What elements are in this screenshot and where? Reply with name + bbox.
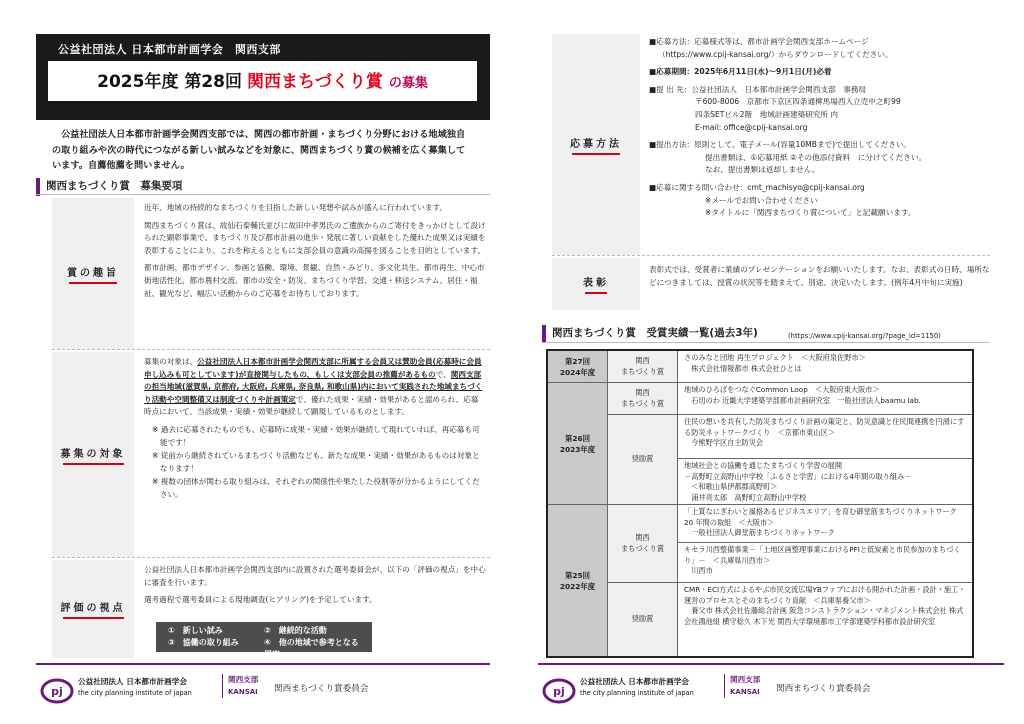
criterion-3: ③ 協働の取り組み xyxy=(168,638,239,647)
criteria-content xyxy=(144,564,486,612)
apply-dest-1: ■提 出 先：公益社団法人 日本都市計画学会関西支部 事務局 xyxy=(649,84,867,94)
criteria-label: 評価の視点 xyxy=(61,599,126,619)
cpij-logo-icon xyxy=(40,674,74,708)
apply-submit-1: ■提出方法：原則として、電子メール(容量10MBまで)で提出してください。 xyxy=(649,140,912,150)
history-url: (https://www.cpij-kansai.org/?page_id=1150) xyxy=(788,332,941,340)
award-type-26-main: 関西 まちづくり賞 xyxy=(608,383,678,415)
award-label: 表彰 xyxy=(583,274,609,294)
right-page xyxy=(512,0,1024,724)
criteria-box xyxy=(156,622,372,659)
criterion-2: ② 継続的な活動 xyxy=(264,626,327,635)
winner-26-enc-2-org: 浦井亮太郎 高野町立高野山中学校 xyxy=(684,492,807,502)
winner-25-enc-org: 養父市 株式会社佐藤総合計画 阪急コンストラクション・マネジメント株式会社 株式会社鴻池組 横守稔久 木下光 関西大学環境都市工学部建築学科都市設計研究室 xyxy=(684,606,964,626)
winner-27 xyxy=(678,351,972,383)
purpose-label-cell xyxy=(52,198,134,349)
footer-org: 公益社団法人 日本都市計画学会 xyxy=(580,677,689,686)
footer-org-en: the city planning institute of japan xyxy=(580,689,694,697)
award-content xyxy=(649,264,991,292)
title-year: 2025年度 第28回 xyxy=(97,72,243,92)
target-label: 募集の対象 xyxy=(61,445,126,465)
criteria-row xyxy=(52,560,490,658)
title-award: 関西まちづくり賞 xyxy=(247,72,383,92)
winner-25-main-1 xyxy=(678,505,972,543)
winner-25-main-1-org: 一般社団法人御堂筋まちづくりネットワーク xyxy=(684,528,835,538)
section-title-guidelines: 関西まちづくり賞 募集要項 xyxy=(36,178,490,196)
criteria-p1: 公益社団法人日本都市計画学会関西支部内に設置された選考委員会が、以下の「評価の視点」を中心に審査を行います。 xyxy=(144,565,486,587)
footer-org: 公益社団法人 日本都市計画学会 xyxy=(78,677,187,686)
target-a1: 募集の対象は、 xyxy=(144,357,198,366)
footer-divider xyxy=(36,663,490,665)
apply-submit-2: 提出書類は、①応募用紙 ②その他添付資料 に分けてください。 xyxy=(705,152,927,162)
footer-logo-divider xyxy=(222,674,223,698)
winner-26-enc-2-title: 地域社会との協働を通じたまちづくり学習の展開 xyxy=(684,461,843,470)
footer-branch: 関西支部 xyxy=(730,675,761,684)
section-divider xyxy=(36,194,490,195)
purpose-content xyxy=(144,202,486,305)
target-u1: 公益社団法人日本都市計画学会関西支部に所属する会員又は賛助会員(応募時に会員申し込みも可としています)が直接関与したもの、もしくは支部会員の推薦があるもの xyxy=(144,357,482,379)
svg-text:pj: pj xyxy=(51,685,63,698)
footer-committee: 関西まちづくり賞委員会 xyxy=(274,684,369,694)
history-title: 関西まちづくり賞 受賞実績一覧(過去3年) xyxy=(542,325,772,343)
apply-inquiry-2: ※メールでお問い合わせください xyxy=(705,195,818,205)
target-a2: で、 xyxy=(435,369,451,379)
purpose-p3: 都市計画、都市デザイン、参画と協働、環境、景観、自然・みどり、多文化共生、都市再生、中心市街地活性化、都市農村交流、都市の安全・防災、まちづくり学習、交通・移送システム、居住・福祉、観光など、幅広い活動からのご応募をお待ちしております。 xyxy=(144,263,485,298)
target-row xyxy=(52,352,490,558)
footer-logo-divider xyxy=(724,674,725,698)
winner-26-enc-2-sub: －高野町立高野山中学校「ふるさと学習」における4年間の取り組み－ xyxy=(684,471,912,481)
purpose-row xyxy=(52,198,490,350)
year-27: 第27回 2024年度 xyxy=(548,351,608,383)
winner-26-main xyxy=(678,383,972,415)
title-header xyxy=(36,34,490,120)
target-label-cell xyxy=(52,352,134,557)
award-type-27-main: 関西 まちづくり賞 xyxy=(608,351,678,383)
apply-period: ■応募期間：2025年6月11日(水)～9月1日(月)必着 xyxy=(649,67,832,77)
purpose-p1: 近年、地域の持続的なまちづくりを目指した新しい発想や試みが盛んに行われています。 xyxy=(144,203,448,212)
org-name: 公益社団法人 日本都市計画学会 関西支部 xyxy=(58,43,281,56)
year-25: 第25回 2022年度 xyxy=(548,505,608,656)
winner-26-main-org: 石切のわ 近畿大学建築学部都市計画研究室 一般社団法人baamu lab. xyxy=(684,395,921,405)
criteria-p2: 選考過程で選考委員による現地調査(ヒアリング)を予定しています。 xyxy=(144,595,377,605)
award-type-25-main: 関西 まちづくり賞 xyxy=(608,505,678,583)
winner-27-title: さのみなと団地 再生プロジェクト ＜大阪府泉佐野市＞ xyxy=(684,353,866,362)
footer-committee: 関西まちづくり賞委員会 xyxy=(776,684,871,694)
footer-branch: 関西支部 xyxy=(228,675,259,684)
winner-25-main-2-org: 川西市 xyxy=(684,566,713,576)
award-row xyxy=(552,258,990,310)
apply-method: ■応募方法：応募様式等は、都市計画学会関西支部ホームページ xyxy=(649,37,869,46)
purpose-p2: 関西まちづくり賞は、故仙石泰輔氏並びに故田中孝男氏のご遺族からのご寄付をきっかけとして設けられた顕彰事業で、まちづくり及び都市計画の進歩・発展に著しい貢献をした優れた成果又は実績を表彰することにより、これを称えるとともに支部会員の意識の高揚を図ることを目的としています。 xyxy=(144,220,486,255)
winner-25-main-2-title: キセラ川西整備事業－「土地区画整理事業におけるPFIと低炭素と市民参加のまちづくり」－ ＜兵庫県川西市＞ xyxy=(684,545,961,565)
criterion-4: ④ 他の地域で参考となる提案 xyxy=(264,638,359,659)
apply-inquiry-3: ※タイトルに「関西まちづくり賞について」と記載願います。 xyxy=(705,208,916,218)
winner-25-enc-title: CMR・ECI方式によるやぶ市民交流広場YBファブにおける開かれた計画・設計・施工・運営のプロセスとそのまちづくり貢献 ＜兵庫県養父市＞ xyxy=(684,585,966,605)
title-box xyxy=(48,61,477,101)
winner-26-enc-1-title: 住民の想いを共有した防災まちづくり計画の策定と、防災意識と住民間連携を円滑にする防災ネットワークづくり ＜京都市東山区＞ xyxy=(684,417,965,437)
target-note-3: ※ 複数の団体が関わる取り組みは、それぞれの関係性や果たした役割等が分かるようにしてください。 xyxy=(152,477,480,499)
winner-26-enc-2 xyxy=(678,459,972,505)
winner-26-enc-1 xyxy=(678,415,972,459)
target-a3: で、優れた成果・実績・効果があると認められ、応募時点において、当該成果・実績・効果が継続して顕現しているものとします。 xyxy=(144,394,479,417)
footer-org-en: the city planning institute of japan xyxy=(78,689,192,697)
target-content xyxy=(144,356,486,503)
history-divider xyxy=(542,342,990,343)
apply-inquiry-1: ■応募に関する問い合わせ：cmt_machisyo@cpij-kansai.org xyxy=(649,182,865,192)
criterion-1: ① 新しい試み xyxy=(168,626,223,635)
award-text: 表彰式では、受賞者に業績のプレゼンテーションをお願いいたします。なお、表彰式の日時、場所などにつきましては、授賞の状況等を踏まえて、別途、決定いたします。(例年4月中旬に実施) xyxy=(649,265,990,287)
winner-26-main-title: 地域のひろばをつなぐCommon Loop ＜大阪府東大阪市＞ xyxy=(684,385,880,394)
intro-text: 公益社団法人日本都市計画学会関西支部では、関西の都市計画・まちづくり分野における地域独自の取り組みや次の時代につながる新しい試みなどを対象に、関西まちづくり賞の候補を広く募集しています。自薦他薦を問いません。 xyxy=(52,129,466,171)
target-note-2: ※ 従前から継続されているまちづくり活動なども、新たな成果・実績・効果があるものは対象となります！ xyxy=(152,451,480,473)
apply-dest-email: E-mail: office@cpij-kansai.org xyxy=(695,122,808,132)
history-table xyxy=(546,349,974,658)
svg-text:pj: pj xyxy=(553,685,565,698)
footer-divider xyxy=(538,663,1004,665)
purpose-label: 賞の趣旨 xyxy=(67,264,119,284)
winner-26-enc-1-org: 今熊野学区自主防災会 xyxy=(684,438,764,448)
apply-submit-3: なお、提出書類は返却しません。 xyxy=(705,165,820,175)
cpij-logo-icon xyxy=(542,674,576,708)
award-label-cell xyxy=(552,258,640,310)
apply-row xyxy=(552,34,990,256)
target-note-1: ※ 過去に応募されたものでも、応募時に成果・実績・効果が継続して現れていれば、再応募も可能です！ xyxy=(152,424,480,447)
apply-label: 応募方法 xyxy=(570,135,622,155)
apply-method-url: （https://www.cpij-kansai.org/）からダウンロードしてください。 xyxy=(658,49,893,59)
target-paragraph xyxy=(144,356,486,419)
year-26: 第26回 2023年度 xyxy=(548,383,608,505)
winner-27-org: 株式会社情報都市 株式会社ひとは xyxy=(684,363,802,373)
winner-26-enc-2-place: ＜和歌山県伊都郡高野町＞ xyxy=(684,482,778,492)
criteria-label-cell xyxy=(52,560,134,658)
target-u2: 関西支部の担当地域(滋賀県, 京都府, 大阪府, 兵庫県, 奈良県, 和歌山県)内において実践された地域まちづくり活動や空間整備又は制度づくりや計画策定 xyxy=(144,369,483,404)
winner-25-enc xyxy=(678,583,972,656)
award-type-26-enc: 奨励賞 xyxy=(608,415,678,505)
apply-label-cell xyxy=(552,34,640,255)
apply-content xyxy=(649,36,991,220)
award-type-25-enc: 奨励賞 xyxy=(608,583,678,656)
apply-dest-3: 四条SETビル2階 地域計画建築研究所 内 xyxy=(695,109,839,119)
winner-25-main-2 xyxy=(678,543,972,583)
winner-25-main-1-title: 「上質なにぎわいと風格あるビジネスエリア」を育む御堂筋まちづくりネットワーク 20 年間の取組 ＜大阪市＞ xyxy=(684,507,957,527)
footer-kansai: KANSAI xyxy=(228,688,258,696)
title-recruit: の募集 xyxy=(388,76,428,91)
apply-dest-2: 〒600-8006 京都市下京区四条通柳馬場西入立売中之町99 xyxy=(695,97,901,107)
footer-kansai: KANSAI xyxy=(730,688,760,696)
